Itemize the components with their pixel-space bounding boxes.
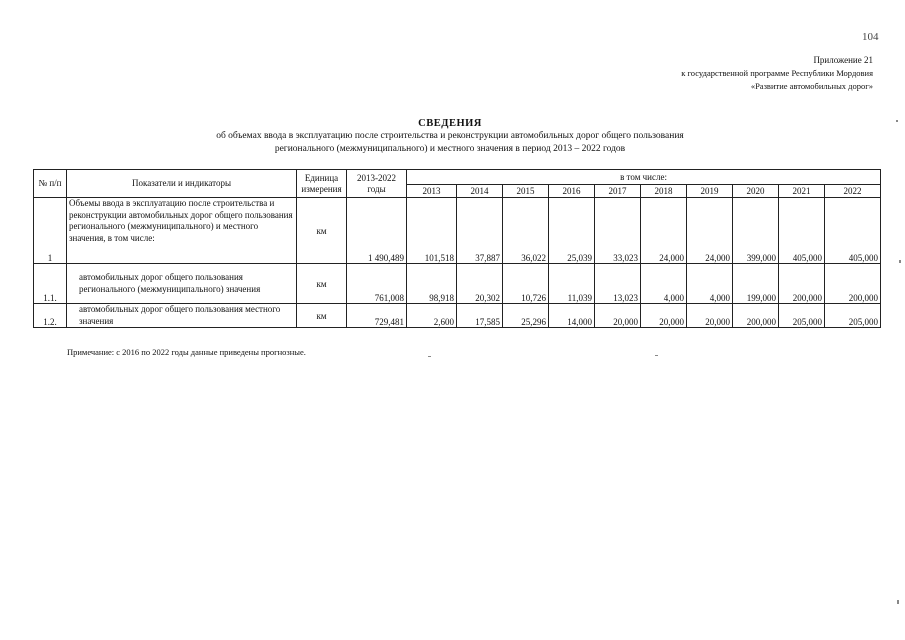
header-total: 2013-2022 годы [347, 170, 407, 198]
header-year: 2021 [779, 185, 825, 198]
row-value: 199,000 [733, 264, 779, 304]
row-value: 200,000 [779, 264, 825, 304]
header-year: 2019 [687, 185, 733, 198]
row-value: 4,000 [641, 264, 687, 304]
appendix-block [681, 54, 873, 93]
table-row [34, 198, 881, 264]
row-value: 10,726 [503, 264, 549, 304]
row-value: 4,000 [687, 264, 733, 304]
header-year: 2015 [503, 185, 549, 198]
row-indicator: автомобильных дорог общего пользования местного значения [67, 304, 297, 328]
row-value: 25,039 [549, 198, 595, 264]
row-value: 98,918 [407, 264, 457, 304]
document-title: СВЕДЕНИЯ [418, 118, 482, 129]
row-value: 25,296 [503, 304, 549, 328]
row-value: 200,000 [825, 264, 881, 304]
row-value: 14,000 [549, 304, 595, 328]
scan-speck [899, 260, 901, 263]
appendix-line-1: к государственной программе Республики Мордовия [681, 68, 873, 78]
table-row [34, 304, 881, 328]
row-value: 405,000 [779, 198, 825, 264]
header-num: № п/п [34, 170, 67, 198]
table-row [34, 264, 881, 304]
row-value: 399,000 [733, 198, 779, 264]
data-table [33, 169, 881, 328]
scan-speck [897, 600, 899, 604]
footnote: Примечание: с 2016 по 2022 годы данные приведены прогнозные. [67, 347, 306, 357]
appendix-title: Приложение 21 [813, 55, 873, 65]
header-including: в том числе: [407, 170, 881, 185]
row-value: 33,023 [595, 198, 641, 264]
row-value: 205,000 [779, 304, 825, 328]
row-value: 20,000 [641, 304, 687, 328]
row-num: 1.1. [34, 264, 67, 304]
header-year: 2013 [407, 185, 457, 198]
row-value: 24,000 [687, 198, 733, 264]
scan-speck [896, 120, 898, 122]
row-value: 11,039 [549, 264, 595, 304]
document-subtitle-line-2: регионального (межмуниципального) и местного значения в период 2013 – 2022 годов [274, 144, 626, 154]
row-num: 1 [34, 198, 67, 264]
row-value: 2,600 [407, 304, 457, 328]
header-year: 2014 [457, 185, 503, 198]
appendix-line-2: «Развитие автомобильных дорог» [750, 81, 873, 91]
row-value: 24,000 [641, 198, 687, 264]
header-year: 2022 [825, 185, 881, 198]
header-indicator: Показатели и индикаторы [67, 170, 297, 198]
scan-speck [655, 355, 658, 356]
row-value: 200,000 [733, 304, 779, 328]
row-unit: км [297, 198, 347, 264]
header-year: 2020 [733, 185, 779, 198]
row-value: 205,000 [825, 304, 881, 328]
row-value: 13,023 [595, 264, 641, 304]
row-unit: км [297, 304, 347, 328]
header-unit: Единица измерения [297, 170, 347, 198]
row-total: 729,481 [347, 304, 407, 328]
document-heading [100, 117, 800, 156]
row-value: 17,585 [457, 304, 503, 328]
row-value: 36,022 [503, 198, 549, 264]
row-total: 761,008 [347, 264, 407, 304]
row-indicator: Объемы ввода в эксплуатацию после строительства и реконструкции автомобильных дорог общего пользования регионального (межмуниципального) и местного значения, в том числе: [67, 198, 297, 264]
row-value: 37,887 [457, 198, 503, 264]
header-year: 2016 [549, 185, 595, 198]
row-unit: км [297, 264, 347, 304]
row-num: 1.2. [34, 304, 67, 328]
row-value: 101,518 [407, 198, 457, 264]
row-value: 20,000 [687, 304, 733, 328]
row-indicator: автомобильных дорог общего пользования регионального (межмуниципального) значения [67, 264, 297, 304]
page-number: 104 [862, 31, 879, 43]
scan-speck [428, 356, 431, 357]
header-year: 2018 [641, 185, 687, 198]
row-value: 20,302 [457, 264, 503, 304]
header-row [34, 170, 881, 185]
row-value: 405,000 [825, 198, 881, 264]
header-year: 2017 [595, 185, 641, 198]
document-subtitle-line-1: об объемах ввода в эксплуатацию после строительства и реконструкции автомобильных дорог общего пользования [216, 131, 684, 141]
row-total: 1 490,489 [347, 198, 407, 264]
row-value: 20,000 [595, 304, 641, 328]
